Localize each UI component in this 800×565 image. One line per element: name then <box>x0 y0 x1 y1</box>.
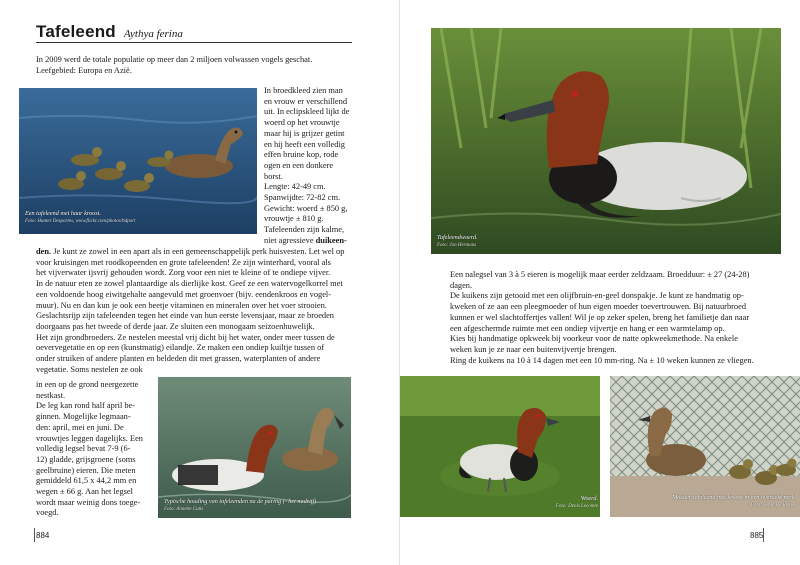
photo2-caption: Tafeleendwoerd. Foto: Jon Hermans <box>437 234 478 249</box>
main-body-text: den. Je kunt ze zowel in een apart als in een gemeenschappelijk perk huisvesten. Let wel op voor kruisingen met roodkopeenden en grote tafeleenden! Ze zijn winterhard, vooral als het vijverwater ijsvrij gehouden wordt. Zorg voor een niet te kleine of te ondiepe vijver. In de natuur eten ze zowel plantaardige als dierlijke kost. Geef ze een watervogelkorrel met een voldoende hoog eiwitgehalte aangevuld met groenvoer (bijv. eendenkroos en vogel- muur). Nu en dan kun je ook een beetje vitaminen en mineralen over het voer strooien. Geslachtsrijp zijn tafeleenden tegen het einde van hun eerste levensjaar, maar ze broeden doorgaans pas het tweede of derde jaar. Ze sluiten een monogaam seizoenhuwelijk. Het zijn grondbroeders. Ze nestelen meestal vrij dicht bij het water, onder meer tussen de oevervegetatie en op een (kunstmatig) eilandje. Ze maken een ondiep kuiltje tussen of onder struiken of andere planten en beldeden dit met grassen, waterplanten of andere vegetatie. Soms nestelen ze ook <box>36 247 345 374</box>
photo1-caption: Een tafeleend met haar kroost. Foto: Hunter Desportes, www.flickr.com/photos/hdport <box>25 210 136 225</box>
right-page <box>400 0 800 565</box>
page-number-left: 884 <box>36 531 50 540</box>
photo4-caption: Woerd. Foto: Denis Lecomte <box>555 495 598 510</box>
intro-paragraph <box>36 55 352 76</box>
article-title <box>36 22 352 43</box>
lower-column-text: in een op de grond neergezette nestkast. De leg kan rond half april be- ginnen. Mogelijke legmaan- den: april, mei en juni. De vrouwtjes leggen dagelijks. Een volledig legsel bevat 7-9 (6- 12) gladde, grijsgroene (soms geelbruine) eieren. Die meten gemiddeld 61,5 x 44,2 mm en wegen ± 66 g. Aan het legsel wordt maar weinig dons toege- voegd. <box>36 380 143 518</box>
right-body-text: Een nalegsel van 3 à 5 eieren is mogelijk maar eerder zeldzaam. Broedduur: ± 27 (24-28) dagen. De kuikens zijn getooid met een olijfbruin-en-geel donspakje. Je kunt ze handmatig op- kweken of ze aan een pleegmoeder of hun eigen moeder toevertrouwen. Bij natuurbroed kunnen er wel slachtoffertjes vallen! Wil je op zeker spelen, breng het familietje dan naar een afgeschermde ruimte met een ondiep vijvertje en hang er een warmtelamp op. Kies bij handmatige opkweek bij voorkeur voor de natte opkweekmethode. Na enkele weken kun je ze naar een buitenvijvertje brengen. Ring de kuikens na 10 à 14 dagen met een 10 mm-ring. Na ± 10 weken kunnen ze vliegen. <box>450 270 754 365</box>
latin-name: Aythya ferina <box>123 28 183 40</box>
photo-drake-on-grass <box>400 376 600 517</box>
intro-line-2: Leefgebied: Europa en Azië. <box>36 65 132 75</box>
side-column-text: In broedkleed zien man en vrouw er verschillend uit. In eclipskleed lijkt de woerd op het vrouwtje maar hij is grijzer getint en hij heeft een volledig effen bruine kop, rode ogen en een donkere borst. Lengte: 42-49 cm. Spanwijdte: 72-82 cm. Gewicht: woerd ± 850 g, vrouwtje ± 810 g. Tafeleenden zijn kalme, niet agressieve duikeen- <box>264 86 350 245</box>
intro-line-1: In 2009 werd de totale populatie op meer dan 2 miljoen volwassen vogels geschat. <box>36 55 313 64</box>
species-name: Tafeleend <box>36 22 116 41</box>
photo-hen-in-pen <box>610 376 800 517</box>
photo5-caption: Moeder tafeleend met kroost in een overdekt perk. Foto: Serge De Reuwe <box>672 494 796 509</box>
photo-drake-portrait <box>431 28 781 254</box>
photo-mating-pair <box>158 377 351 518</box>
page-number-right: 885 <box>750 531 764 540</box>
photo3-caption: Typische houding van tafeleenden na de paring (- het nadrijf). Foto: Annette Cutts <box>164 498 318 513</box>
photo-hen-with-ducklings <box>19 88 257 234</box>
page-number-rule-left <box>34 528 35 542</box>
